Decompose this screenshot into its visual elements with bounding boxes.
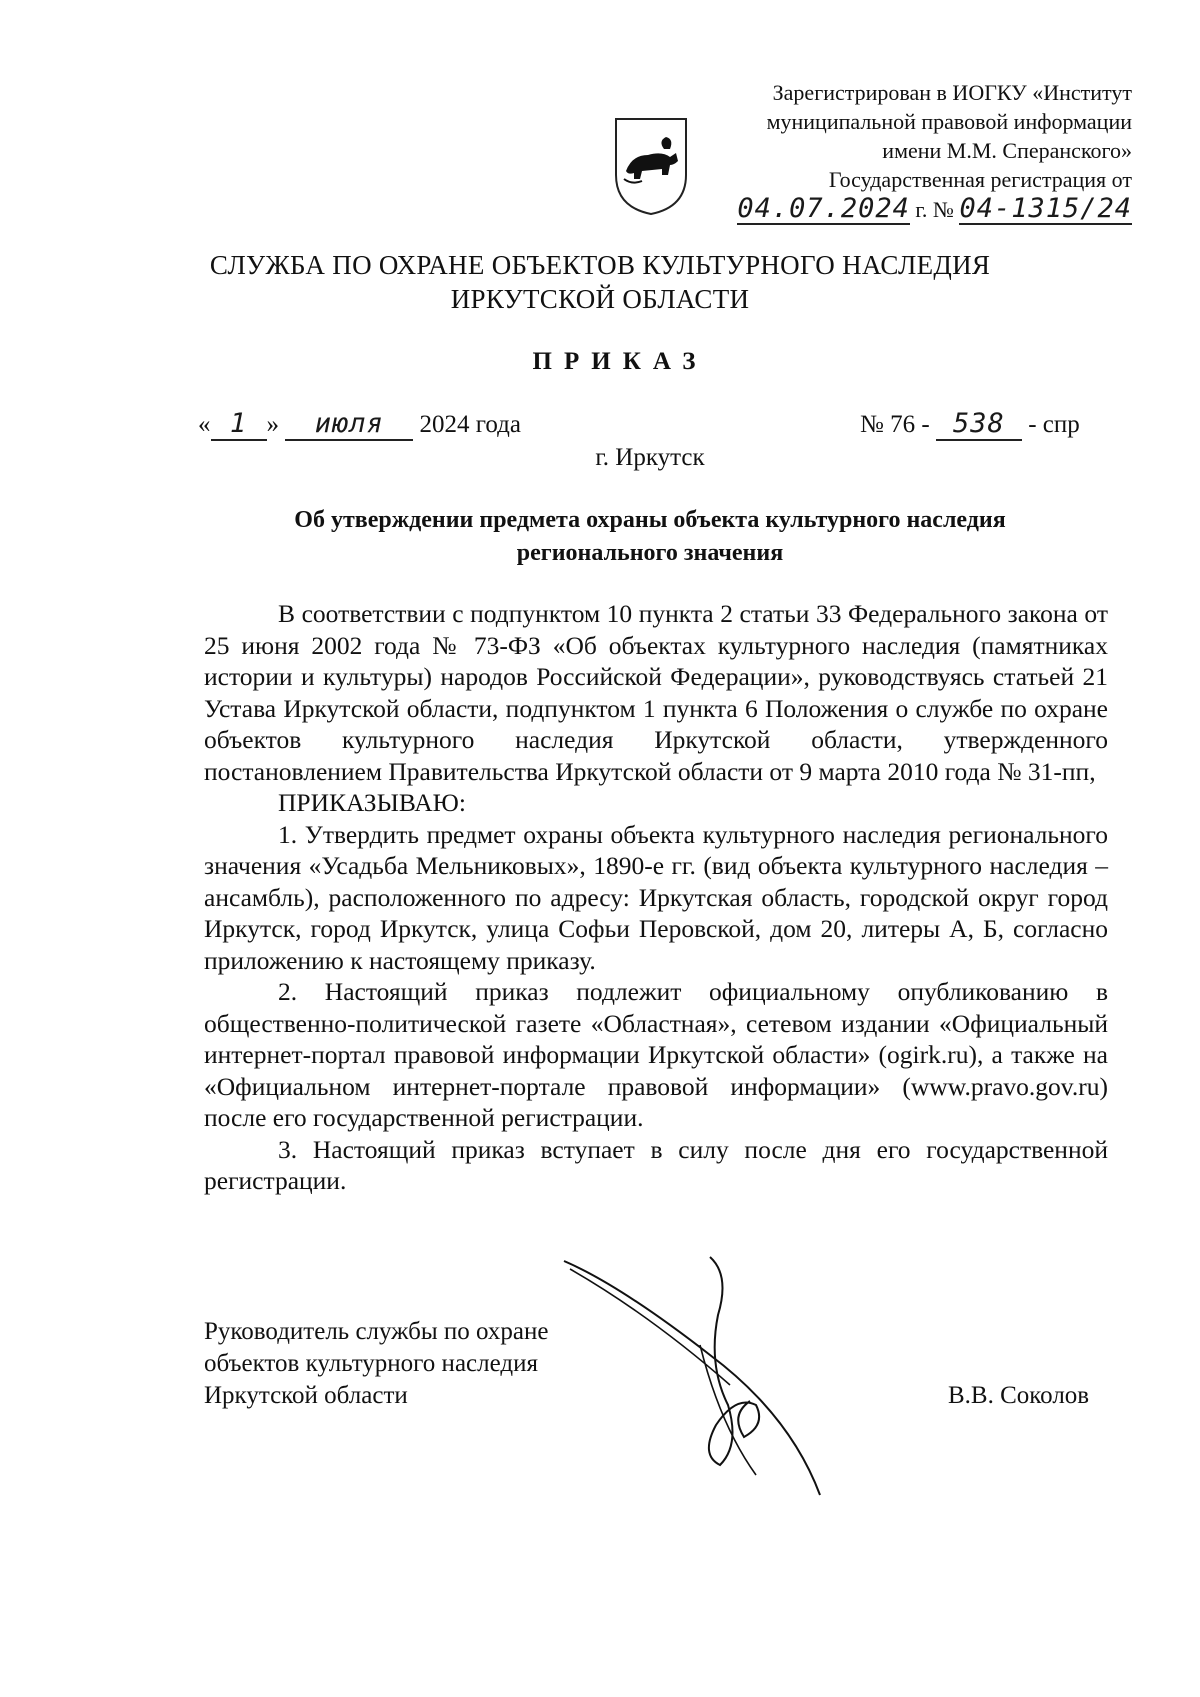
registration-line-3: имени М.М. Сперанского» xyxy=(882,138,1132,163)
registration-number: 04-1315/24 xyxy=(959,193,1132,224)
signatory-name: В.В. Соколов xyxy=(948,1382,1090,1409)
date-year: 2024 года xyxy=(419,411,521,438)
document-type: ПРИКАЗ xyxy=(532,348,708,375)
order-number xyxy=(860,408,1080,441)
registration-number-line xyxy=(700,194,1132,225)
order-number-suffix: - спр xyxy=(1028,411,1080,438)
document-title-line-2: регионального значения xyxy=(516,540,784,566)
signatory-position-line-1: Руководитель службы по охране xyxy=(204,1318,549,1345)
document-title-line-1: Об утверждении предмета охраны объекта культурного наследия xyxy=(294,507,1006,533)
coat-of-arms-icon xyxy=(612,115,690,217)
order-date xyxy=(198,408,521,441)
order-number-value: 538 xyxy=(936,408,1022,441)
preamble-paragraph: В соответствии с подпунктом 10 пункта 2 статьи 33 Федерального закона от 25 июня 2002 года № 73-ФЗ «Об объектах культурного наследия (памятниках истории и культуры) народов Российской Федерации», руководствуясь статьей 21 Устава Иркутской области, подпунктом 1 пункта 6 Положения о службе по охране объектов культурного наследия Иркутской области, утвержденного постановлением Правительства Иркутской области от 9 марта 2010 года № 31-пп, xyxy=(204,599,1108,786)
signatory-position xyxy=(204,1316,548,1412)
date-month: июля xyxy=(285,408,413,441)
city: г. Иркутск xyxy=(595,444,705,471)
date-day: 1 xyxy=(211,408,267,441)
item-1-paragraph: 1. Утвердить предмет охраны объекта культурного наследия регионального значения «Усадьба Мельниковых», 1890-е гг. (вид объекта культурного наследия – ансамбль), расположенного по адресу: Иркутская область, городской округ город Иркутск, город Иркутск, улица Софьи Перовской, дом 20, литеры А, Б, согласно приложению к настоящему приказу. xyxy=(204,819,1108,975)
registration-stamp xyxy=(700,78,1132,225)
registration-line-2: муниципальной правовой информации xyxy=(766,109,1132,134)
item-3-paragraph: 3. Настоящий приказ вступает в силу после дня его государственной регистрации. xyxy=(204,1134,1108,1195)
signatory-position-line-3: Иркутской области xyxy=(204,1382,408,1409)
handwritten-signature xyxy=(560,1255,900,1505)
item-2-paragraph: 2. Настоящий приказ подлежит официальному опубликованию в общественно-политической газете «Областная», сетевом издании «Официальный интернет-портал правовой информации Иркутской области» (ogirk.ru), а также на «Официальном интернет-портале правовой информации» (www.pravo.gov.ru) после его государственной регистрации. xyxy=(204,977,1108,1132)
document-title xyxy=(200,504,1100,570)
document-body xyxy=(204,598,1108,1197)
order-word: ПРИКАЗЫВАЮ: xyxy=(278,788,466,817)
agency-name-line-2: ИРКУТСКОЙ ОБЛАСТИ xyxy=(450,284,750,314)
order-number-prefix: № 76 - xyxy=(860,411,930,438)
registration-date: 04.07.2024 xyxy=(737,193,910,224)
agency-name xyxy=(0,248,1200,316)
signatory-position-line-2: объектов культурного наследия xyxy=(204,1350,538,1377)
registration-line-1: Зарегистрирован в ИОГКУ «Институт xyxy=(772,80,1132,105)
date-open-quote: « xyxy=(198,411,211,438)
registration-number-prefix: г. № xyxy=(915,197,954,222)
registration-line-4: Государственная регистрация от xyxy=(828,167,1132,192)
date-close-quote: » xyxy=(266,411,279,438)
agency-name-line-1: СЛУЖБА ПО ОХРАНЕ ОБЪЕКТОВ КУЛЬТУРНОГО НАСЛЕДИЯ xyxy=(209,250,991,280)
